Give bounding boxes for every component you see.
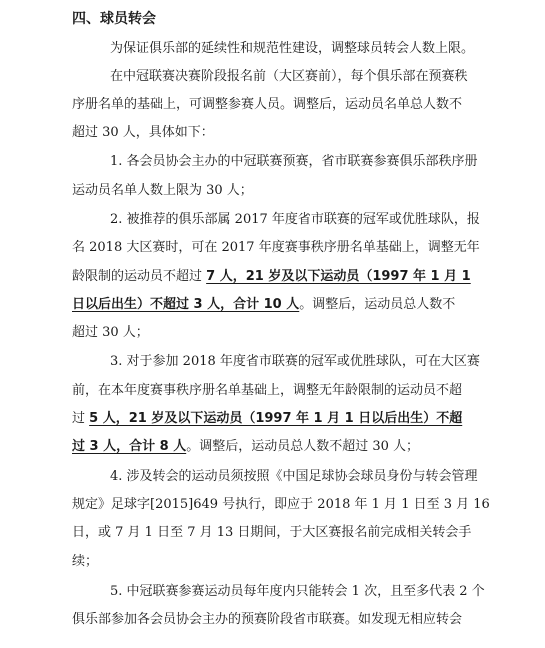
para1-line-1: 在中冠联赛决赛阶段报名前（大区赛前），每个俱乐部在预赛秩 xyxy=(110,69,468,84)
item5-line-2: 俱乐部参加各会员协会主办的预赛阶段省市联赛。如发现无相应转会 xyxy=(72,612,463,627)
item2-quota-highlight-cont: 日以后出生）不超过 3 人，合计 10 人 xyxy=(72,297,300,312)
item4-line-1: 4. 涉及转会的运动员须按照《中国足球协会球员身份与转会管理 xyxy=(110,469,478,484)
item3-line-2: 前，在本年度赛事秩序册名单基础上，调整无年龄限制的运动员不超 xyxy=(72,383,463,398)
item4-line-2: 规定》足球字[2015]649 号执行，即应于 2018 年 1 月 1 日至 3 月 16 xyxy=(72,497,490,512)
item2-line-2: 名 2018 大区赛时，可在 2017 年度赛事秩序册名单基础上，调整无年 xyxy=(72,240,480,255)
item5-line-1: 5. 中冠联赛参赛运动员每年度内只能转会 1 次，且至多代表 2 个 xyxy=(110,584,485,599)
section-heading: 四、球员转会 xyxy=(72,11,156,27)
item4-line-4: 续； xyxy=(72,554,99,569)
item3-line-4 xyxy=(72,438,419,456)
item4-line-3: 日，或 7 月 1 日至 7 月 13 日期间，于大区赛报名前完成相关转会手 xyxy=(72,525,472,540)
item2-line-4-text: 。调整后，运动员总人数不 xyxy=(299,297,456,312)
intro-paragraph: 为保证俱乐部的延续性和规范性建设，调整球员转会人数上限。 xyxy=(110,41,475,56)
item2-line-3 xyxy=(72,268,471,286)
para1-line-2: 序册名单的基础上，可调整参赛人员。调整后，运动员名单总人数不 xyxy=(72,97,463,112)
item2-line-5: 超过 30 人； xyxy=(72,325,149,340)
item2-quota-highlight: 7 人，21 岁及以下运动员（1997 年 1 月 1 xyxy=(206,269,471,284)
item3-line-4-text: 。调整后，运动员总人数不超过 30 人； xyxy=(186,439,420,454)
item3-line-3 xyxy=(72,410,462,428)
item1-line-1: 1. 各会员协会主办的中冠联赛预赛，省市联赛参赛俱乐部秩序册 xyxy=(110,154,478,169)
item3-quota-highlight: 5 人，21 岁及以下运动员（1997 年 1 月 1 日以后出生）不超 xyxy=(89,411,463,426)
para1-line-3: 超过 30 人，具体如下： xyxy=(72,125,214,140)
item3-line-1: 3. 对于参加 2018 年度省市联赛的冠军或优胜球队，可在大区赛 xyxy=(110,354,480,369)
item3-quota-highlight-cont: 过 3 人，合计 8 人 xyxy=(72,439,187,454)
item2-line-3-text: 龄限制的运动员不超过 xyxy=(72,269,207,284)
item1-line-2: 运动员名单人数上限为 30 人； xyxy=(72,183,253,198)
item2-line-4 xyxy=(72,296,455,314)
item3-line-3-text: 过 xyxy=(72,411,90,426)
item2-line-1: 2. 被推荐的俱乐部属 2017 年度省市联赛的冠军或优胜球队，报 xyxy=(110,212,480,227)
